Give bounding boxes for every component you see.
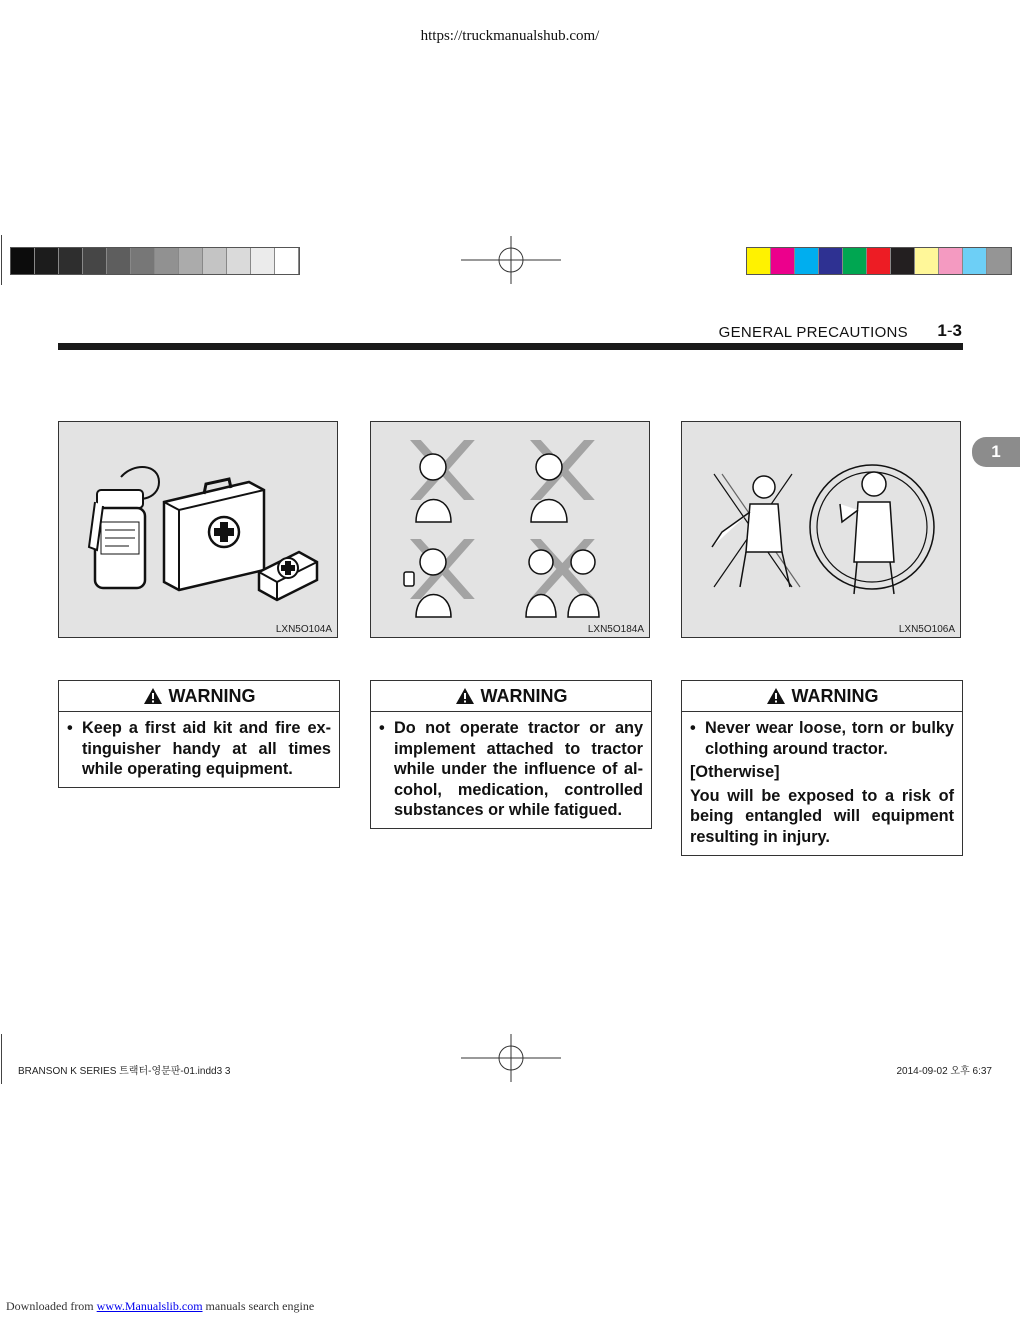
warning-header [682, 681, 962, 712]
warning-bullet [379, 718, 643, 821]
warning-text: Do not operate tractor or any implement attached to tractor while under the influence of al-cohol, medication, controlled substances or while fatigued. [394, 719, 643, 820]
bullet-dot: • [690, 719, 696, 737]
warning-body [682, 712, 962, 855]
warning-box-first-aid [58, 680, 340, 788]
calibration-swatch [795, 248, 819, 274]
calibration-swatch [59, 248, 83, 274]
calibration-swatch [939, 248, 963, 274]
source-url: https://truckmanualshub.com/ [420, 28, 600, 44]
calibration-swatch [891, 248, 915, 274]
otherwise-label: [Otherwise] [690, 763, 780, 782]
otherwise-text: You will be exposed to a risk of being entangled will equipment resulting in injury. [690, 786, 954, 846]
download-notice [6, 1299, 314, 1314]
crop-line-left [1, 235, 2, 285]
impaired-operators-illustration [371, 422, 648, 636]
warning-box-impairment [370, 680, 652, 829]
slug-timestamp: 2014-09-02 오후 6:37 [896, 1066, 992, 1077]
bullet-dot: • [379, 719, 385, 737]
calibration-swatch [843, 248, 867, 274]
warning-body [371, 712, 651, 828]
figure-code: LXN5O184A [587, 624, 644, 635]
warning-body [59, 712, 339, 787]
chapter-tab: 1 [972, 437, 1020, 467]
figure-impaired-operation [370, 421, 650, 638]
page-number [937, 321, 962, 341]
calibration-swatch [747, 248, 771, 274]
figure-first-aid-extinguisher [58, 421, 338, 638]
registration-crosshair-icon [461, 236, 561, 284]
page-index: 3 [952, 321, 962, 340]
calibration-swatch [131, 248, 155, 274]
warning-bullet [67, 718, 331, 780]
download-prefix: Downloaded from [6, 1299, 97, 1313]
figure-clothing [681, 421, 961, 638]
calibration-swatch [987, 248, 1011, 274]
calibration-swatch [203, 248, 227, 274]
registration-crosshair-icon [461, 1034, 561, 1082]
header-rule [58, 343, 963, 350]
warning-box-clothing [681, 680, 963, 856]
warning-text: Never wear loose, torn or bulky clothing around tractor. [705, 719, 954, 758]
calibration-swatch [867, 248, 891, 274]
crop-line-left-bottom [1, 1034, 2, 1084]
calibration-swatch [179, 248, 203, 274]
clothing-illustration [682, 422, 959, 636]
warning-text: Keep a first aid kit and fire ex-tinguisher handy at all times while operating equipment. [82, 719, 331, 779]
manualslib-link[interactable]: www.Manualslib.com [96, 1299, 203, 1313]
page-chapter: 1 [937, 321, 947, 340]
calibration-swatch [963, 248, 987, 274]
calibration-swatch [107, 248, 131, 274]
warning-triangle-icon [143, 687, 163, 705]
calibration-swatch [155, 248, 179, 274]
figure-code: LXN5O104A [275, 624, 332, 635]
page-separator: - [946, 321, 953, 340]
bullet-dot: • [67, 719, 73, 737]
warning-heading: WARNING [480, 685, 568, 706]
calibration-swatch [35, 248, 59, 274]
grayscale-calibration-bar [10, 247, 300, 275]
figure-code: LXN5O106A [898, 624, 955, 635]
calibration-swatch [915, 248, 939, 274]
slug-filename: BRANSON K SERIES 트랙터-영문판-01.indd3 3 [18, 1066, 231, 1077]
warning-triangle-icon [455, 687, 475, 705]
calibration-swatch [11, 248, 35, 274]
warning-heading: WARNING [791, 685, 879, 706]
warning-header [371, 681, 651, 712]
section-title: GENERAL PRECAUTIONS [718, 324, 908, 341]
first-aid-kit-illustration [59, 422, 336, 636]
calibration-swatch [251, 248, 275, 274]
color-calibration-bar [746, 247, 1012, 275]
calibration-swatch [83, 248, 107, 274]
calibration-swatch [275, 248, 299, 274]
calibration-swatch [819, 248, 843, 274]
warning-bullet [690, 718, 954, 759]
warning-header [59, 681, 339, 712]
download-suffix: manuals search engine [202, 1299, 315, 1313]
warning-triangle-icon [766, 687, 786, 705]
calibration-swatch [771, 248, 795, 274]
calibration-swatch [227, 248, 251, 274]
warning-heading: WARNING [168, 685, 256, 706]
